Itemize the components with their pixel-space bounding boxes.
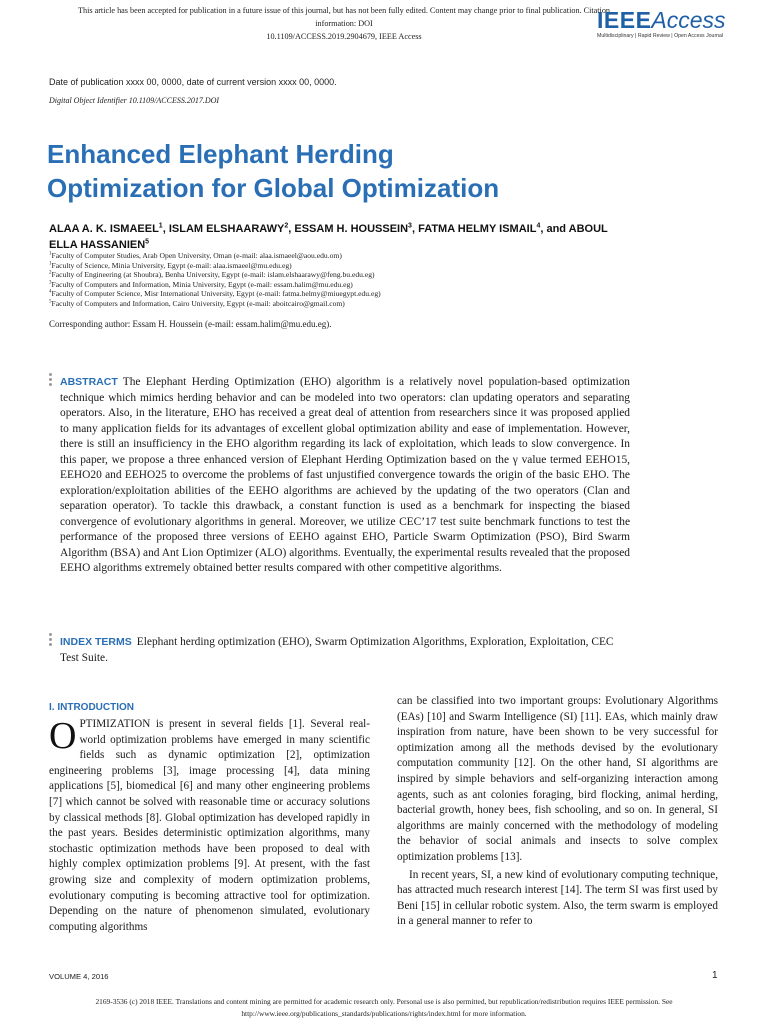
author-name: FATMA HELMY ISMAIL <box>418 223 537 235</box>
abstract-text: The Elephant Herding Optimization (EHO) algorithm is a relatively novel population-based optimization technique which mimics herding behavior and can be modeled into two operators: clan updating operators and separating operators. Also, in the literature, EHO has received a great deal of attention from researchers since it was proposed applied to many application fields for its advantages of excellent global optimization ability and ease of implementation. However, there is still an insufficiency in the EHO algorithm regarding its lack of exploitation, which leads to slow convergence. In this paper, we propose a three enhanced version of Elephant Herding Optimization based on the γ value termed EEHO15, EEHO20 and EEHO25 to overcome the problems of fast unjustified convergence towards the origin of the basic EHO. The exploration/exploitation abilities of the EEHO algorithms are achieved by the updating of the two operators (Clan and separation operator). To tackle this drawback, a constant function is used as a benchmark for inspecting the biased convergence of evolutionary algorithms in general. Moreover, we utilize CEC’17 test suite benchmark functions to test the performance of the proposed three versions of EEHO against EHO, Particle Swarm Optimization (PSO), Bird Swarm Algorithm (BSA) and Ant Lion Optimizer (ALO) algorithms. Eventually, the experimental results revealed that the proposed EEHO algorithms extremely obtained better results compared with other competitive algorithms. <box>60 376 630 574</box>
title-line-2: Optimization for Global Optimization <box>47 173 500 203</box>
abstract-label: ABSTRACT <box>60 376 118 388</box>
ieee-access-logo <box>597 8 727 40</box>
abstract <box>60 375 630 577</box>
affiliation-marker: 3 <box>49 280 52 286</box>
corresponding-author: Corresponding author: Essam H. Houssein (e-mail: essam.halim@mu.edu.eg). <box>49 319 332 329</box>
logo-access-text: Access <box>651 7 726 33</box>
index-terms <box>60 635 630 666</box>
affiliation-item <box>49 261 609 271</box>
license-line-2: http://www.ieee.org/publications_standards/publications/rights/index.html for more information. <box>241 1009 527 1018</box>
publication-date: Date of publication xxxx 00, 0000, date of current version xxxx 00, 0000. <box>49 77 337 87</box>
affiliation-list <box>49 251 609 309</box>
banner-line-1: This article has been accepted for publication in a future issue of this journal, but has not been fully edited. Content may change prior to final publication. Citation information: DOI <box>77 6 611 28</box>
author-affiliation-marker: 5 <box>145 237 150 245</box>
author-name: ABOUL ELLA HASSANIEN <box>49 223 608 251</box>
affiliation-marker: 1 <box>49 261 52 267</box>
intro-lead-word: PTIMIZATION <box>79 718 151 730</box>
affiliation-text: Faculty of Computer Studies, Arab Open University, Oman (e-mail: alaa.ismaeel@aou.edu.om) <box>51 251 342 260</box>
volume-label: VOLUME 4, 2016 <box>49 972 109 981</box>
affiliation-item <box>49 299 609 309</box>
affiliation-text: Faculty of Computers and Information, Cairo University, Egypt (e-mail: aboitcairo@gmail.com) <box>51 298 345 308</box>
license-line-1: 2169-3536 (c) 2018 IEEE. Translations and content mining are permitted for academic research only. Personal use is also permitted, but republication/redistribution requires IEEE permission. See <box>95 997 673 1006</box>
author-separator: , <box>288 223 295 235</box>
author-list <box>49 222 609 253</box>
digital-object-identifier: Digital Object Identifier 10.1109/ACCESS.2017.DOI <box>49 96 220 105</box>
author-affiliation-marker: 2 <box>284 222 289 230</box>
affiliation-item <box>49 280 609 290</box>
license-notice <box>20 996 748 1020</box>
author-affiliation-marker: 4 <box>536 222 541 230</box>
author-separator: , <box>411 223 419 235</box>
intro-paragraph-1: is present in several fields [1]. Several real-world optimization problems have emerged in many scientific fields such as dynamic optimization [2], optimization engineering problems [3], image processing [4], data mining applications [5], biomedical [6] and many other engineering problems [7] which cannot be solved with reasonable time or accuracy solutions by classical methods [8]. Global optimization has developed rapidly in the past years. Besides deterministic optimization algorithms, many stochastic optimization methods have been proposed to deal with highly complex optimization problems [9]. At present, with the fast growing size and complexity of modern optimization problems, evolutionary computing is becoming attractive tool for optimization. Depending on the nature of phenomenon simulated, evolutionary computing algorithms <box>49 718 370 933</box>
title-line-1: Enhanced Elephant Herding <box>47 139 394 169</box>
affiliation-text: Faculty of Science, Minia University, Egypt (e-mail: alaa.ismaeel@mu.edu.eg) <box>51 260 292 270</box>
author-affiliation-marker: 3 <box>408 222 412 230</box>
index-terms-dots-icon <box>49 633 52 648</box>
author-name: ESSAM H. HOUSSEIN <box>294 223 409 235</box>
abstract-dots-icon <box>49 373 52 388</box>
affiliation-item <box>49 270 609 280</box>
introduction-column-2 <box>397 694 718 930</box>
drop-cap: O <box>49 715 77 757</box>
affiliation-text: Faculty of Engineering (at Shoubra), Benha University, Egypt (e-mail: islam.elshaarawy@feng.bu.edu.eg) <box>51 270 375 280</box>
affiliation-marker: 5 <box>49 299 52 305</box>
accepted-article-banner <box>60 4 628 43</box>
affiliation-text: Faculty of Computers and Information, Minia University, Egypt (e-mail: essam.halim@mu.edu.eg) <box>51 279 353 289</box>
author-separator: , <box>162 223 169 235</box>
page-number: 1 <box>712 970 718 981</box>
intro-column-2-paragraph-2: In recent years, SI, a new kind of evolutionary computing technique, has attracted much research interest [14]. The term SI was first used by Beni [15] in cellular robotic system. Also, the term swarm is employed in a general manner to refer to <box>397 868 718 928</box>
introduction-column-1 <box>49 717 370 935</box>
affiliation-item <box>49 289 609 299</box>
author-affiliation-marker: 1 <box>158 222 163 230</box>
affiliation-marker: 1 <box>49 251 52 257</box>
author-separator: , and <box>540 223 569 235</box>
logo-ieee-text: IEEE <box>597 7 652 33</box>
affiliation-marker: 4 <box>49 289 52 295</box>
paper-title <box>47 137 667 205</box>
author-name: ISLAM ELSHAARAWY <box>168 223 285 235</box>
banner-line-2: 10.1109/ACCESS.2019.2904679, IEEE Access <box>266 32 422 41</box>
index-terms-label: INDEX TERMS <box>60 636 132 648</box>
section-heading-introduction: I. INTRODUCTION <box>49 702 134 713</box>
intro-column-2-paragraph-1: can be classified into two important groups: Evolutionary Algorithms (EAs) [10] and Swarm Intelligence (SI) [11]. EAs, which mainly draw inspiration from nature, have been shown to be very successful for optimization among all the methods devised by the evolutionary computation community [12]. On the other hand, SI algorithms are inspired by simple behaviors and self-organizing interaction among agents, such as ant colonies foraging, bird flocking, animal herding, bacterial growth, honey bees, fish schooling, and so on. In general, SI algorithms are mainly concerned with the methodology of modeling the behavior of social animals and insects to solve complex optimization problems [13]. <box>397 695 718 863</box>
author-name: ALAA A. K. ISMAEEL <box>49 223 159 235</box>
logo-tagline: Multidisciplinary | Rapid Review | Open Access Journal <box>597 33 724 39</box>
index-terms-text: Elephant herding optimization (EHO), Swarm Optimization Algorithms, Exploration, Exploitation, CEC Test Suite. <box>60 636 614 664</box>
affiliation-item <box>49 251 609 261</box>
affiliation-text: Faculty of Computer Science, Misr International University, Egypt (e-mail: fatma.helmy@miuegypt.edu.eg) <box>51 289 381 299</box>
affiliation-marker: 2 <box>49 270 52 276</box>
